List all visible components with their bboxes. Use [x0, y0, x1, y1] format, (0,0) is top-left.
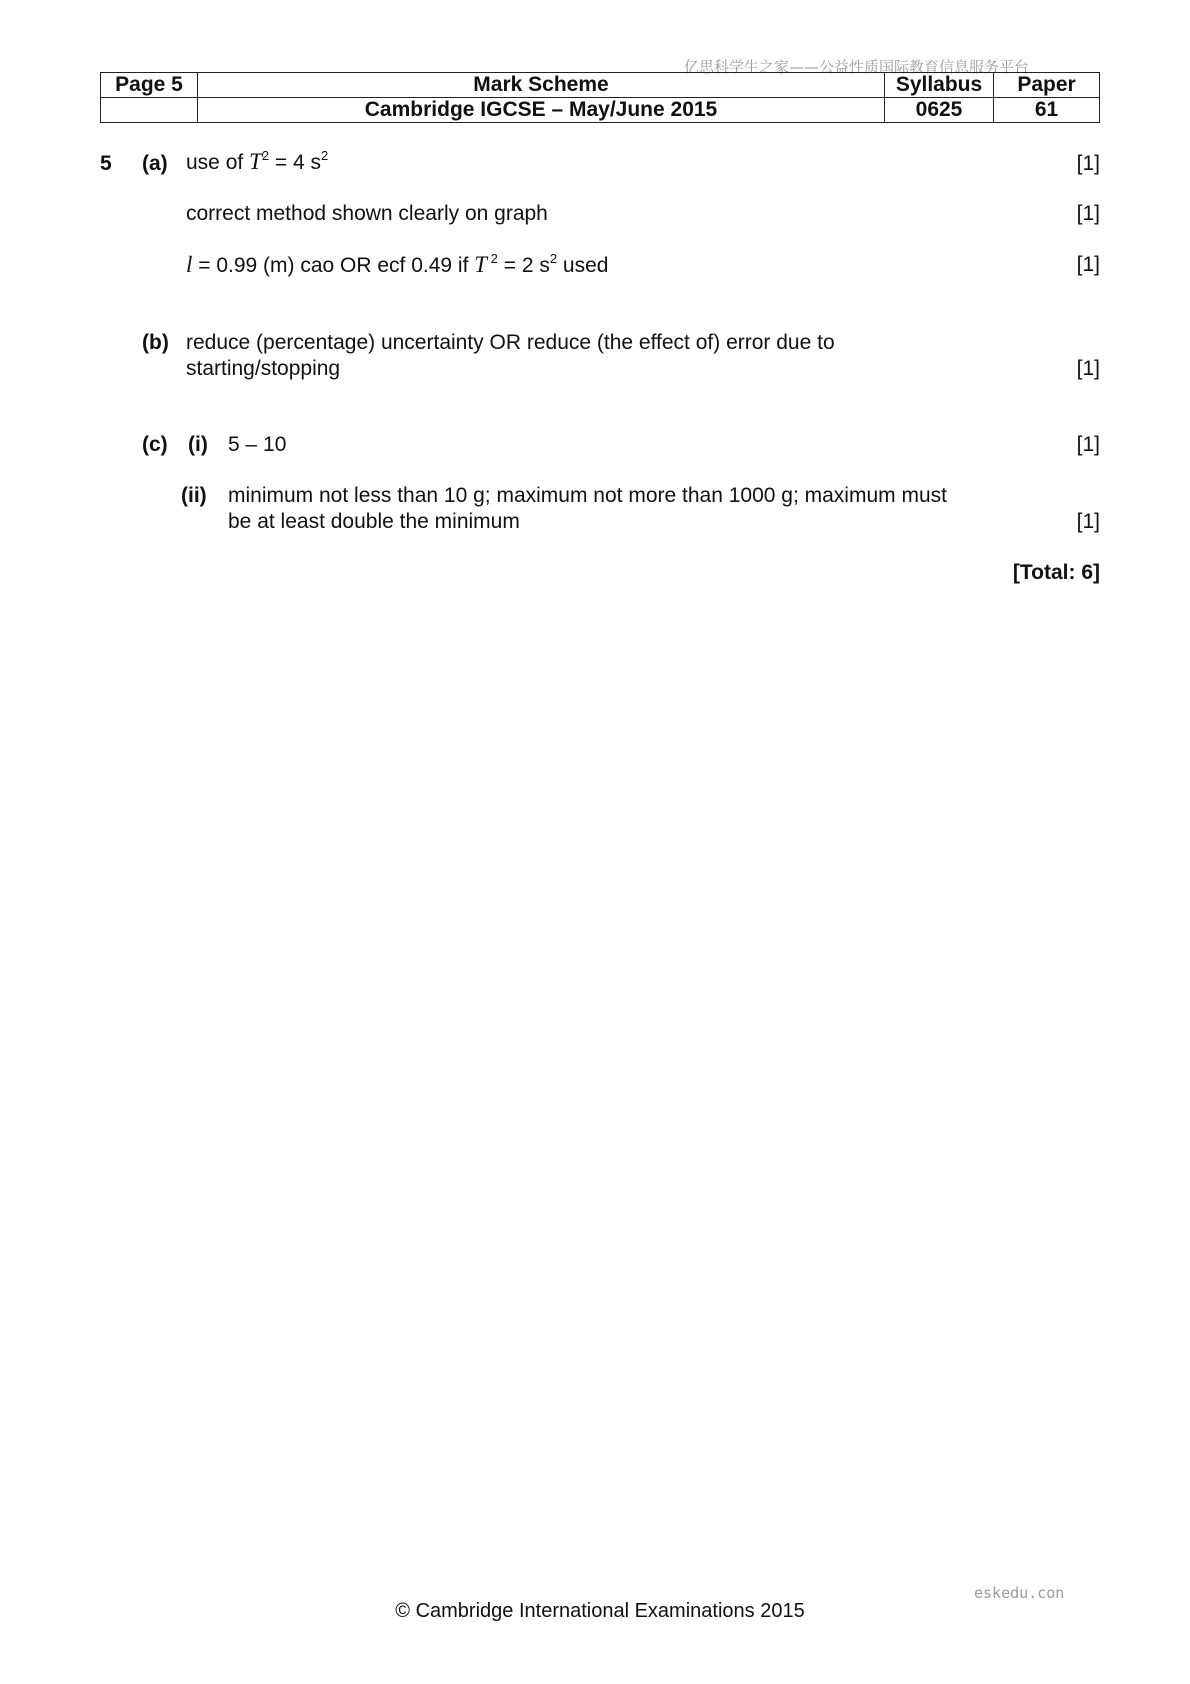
mark-a1: [1] [1076, 152, 1100, 175]
mark-b: [1] [1076, 357, 1100, 380]
mark-c-i: [1] [1076, 433, 1100, 456]
paper-label: Paper [994, 73, 1100, 98]
header-table [100, 72, 1100, 123]
empty-cell [101, 98, 198, 123]
part-a-line2: correct method shown clearly on graph [186, 202, 548, 225]
copyright-footer: © Cambridge International Examinations 2015 [395, 1600, 805, 1622]
doc-title: Mark Scheme [198, 73, 885, 98]
part-b-text2: starting/stopping [186, 357, 341, 380]
watermark-top: 亿思科学生之家——公益性质国际教育信息服务平台 [684, 58, 1030, 76]
part-a-line3: l = 0.99 (m) cao OR ecf 0.49 if T $^2$ = 2 $s^2$ used [186, 251, 609, 277]
mark-c-ii: [1] [1076, 510, 1100, 533]
part-a-label: (a) [142, 152, 168, 175]
exam-title: Cambridge IGCSE – May/June 2015 [198, 98, 885, 123]
part-c-i-text: 5 – 10 [228, 433, 287, 456]
syllabus-label: Syllabus [885, 73, 994, 98]
mark-a3: [1] [1076, 253, 1100, 276]
part-b-text1: reduce (percentage) uncertainty OR reduce (the effect of) error due to [186, 331, 835, 354]
part-c-ii-label: (ii) [181, 484, 207, 507]
part-c-ii-text2: be at least double the minimum [228, 510, 520, 533]
part-a-line1: use of $T^2 = 4$ $s^2$ [186, 148, 329, 174]
paper-number: 61 [994, 98, 1100, 123]
total-marks: [Total: 6] [1012, 561, 1100, 584]
part-c-i-label: (i) [188, 433, 208, 456]
part-c-label: (c) [142, 433, 168, 456]
part-b-label: (b) [142, 331, 169, 354]
watermark-bottom: eskedu.con [974, 1584, 1065, 1602]
syllabus-code: 0625 [885, 98, 994, 123]
page-label: Page 5 [101, 73, 198, 98]
mark-a2: [1] [1076, 202, 1100, 225]
part-c-ii-text1: minimum not less than 10 g; maximum not more than 1000 g; maximum must [228, 484, 947, 507]
question-number: 5 [100, 152, 112, 175]
